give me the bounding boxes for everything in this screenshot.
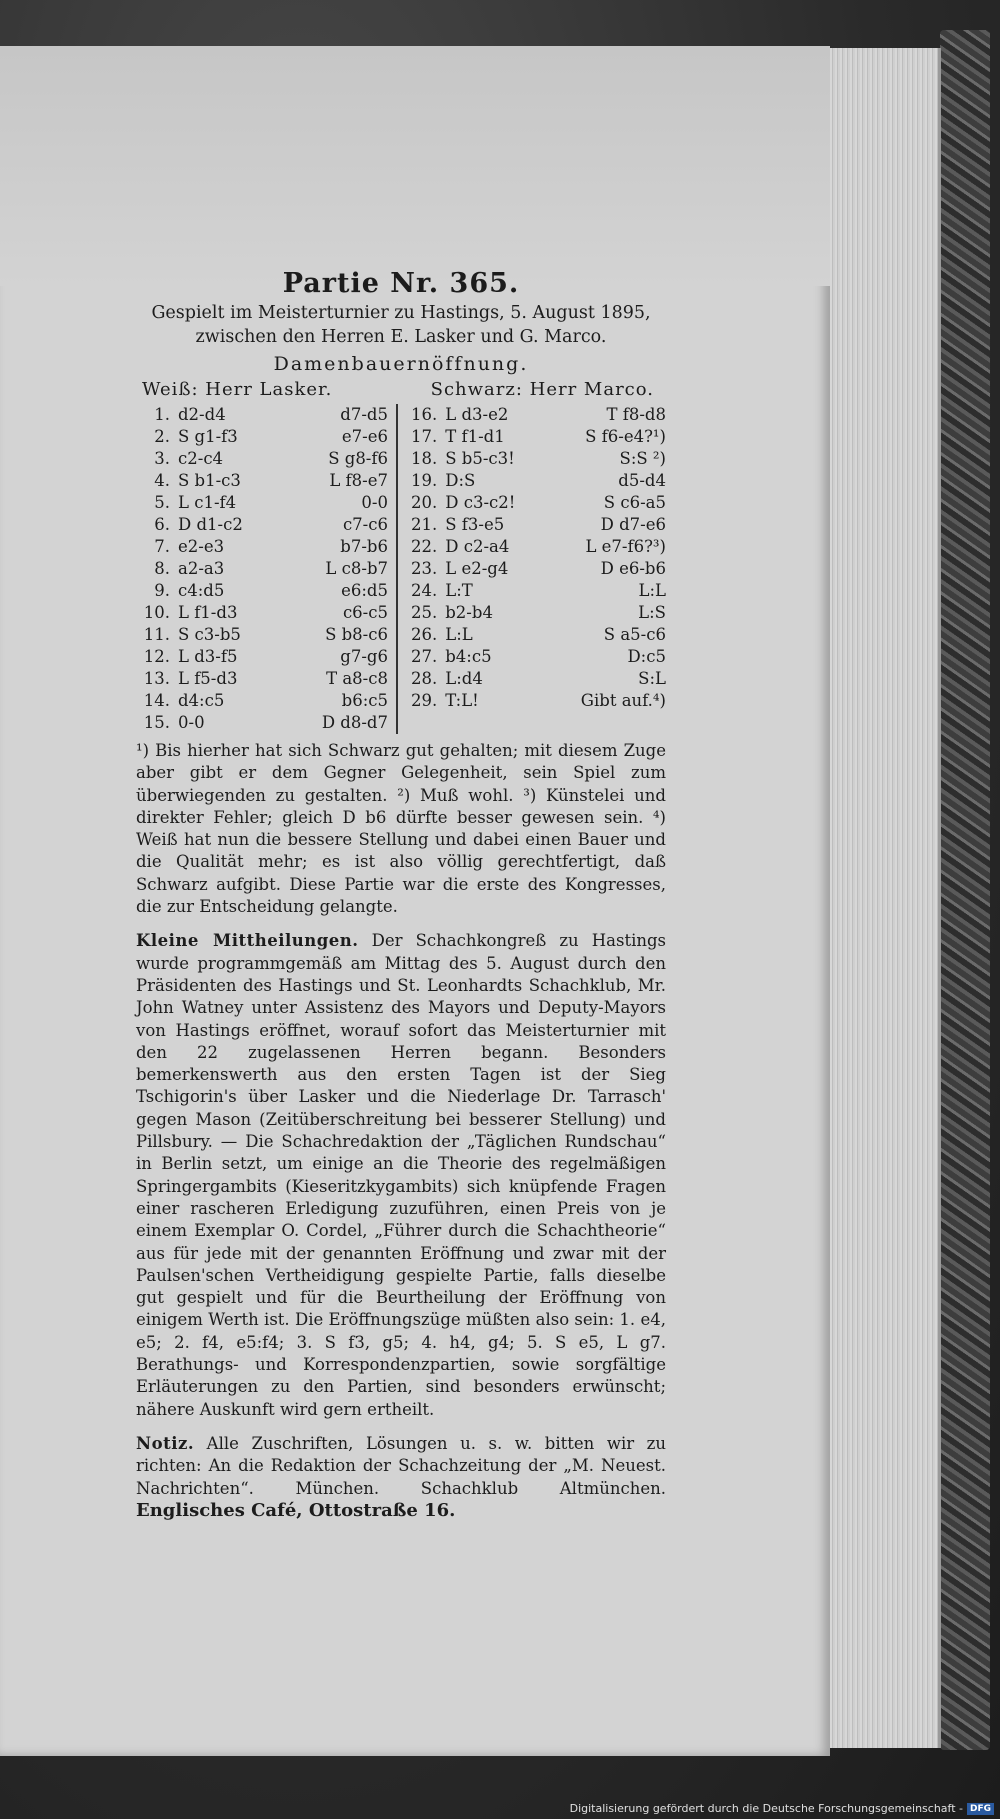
move-number: 18.: [411, 449, 438, 468]
move-row: [136, 404, 390, 426]
notice-heading: Notiz.: [136, 1433, 195, 1453]
opening-name: Damenbauernöffnung.: [273, 353, 529, 375]
news-section: [136, 930, 666, 1421]
move-row: [406, 558, 666, 580]
white-move: c2-c4: [178, 449, 224, 468]
move-number: 12.: [143, 647, 170, 666]
black-player: Schwarz: Herr Marco.: [430, 379, 654, 400]
black-move: L:L: [638, 581, 666, 600]
game-title: Partie Nr. 365.: [282, 268, 520, 299]
move-number: 21.: [411, 515, 438, 534]
white-move: S c3-b5: [178, 625, 241, 644]
white-move: e2-e3: [178, 537, 225, 556]
move-row: [136, 712, 390, 734]
white-move: L c1-f4: [178, 493, 237, 512]
book-cover-edge: [940, 30, 990, 1750]
black-move: S f6-e4?¹): [585, 427, 666, 446]
move-number: 20.: [411, 493, 438, 512]
move-row: [136, 426, 390, 448]
move-number: 15.: [143, 713, 170, 732]
white-move: b2-b4: [445, 603, 493, 622]
move-number: 19.: [411, 471, 438, 490]
move-row: [136, 624, 390, 646]
black-move: c7-c6: [342, 515, 388, 534]
white-move: d4:c5: [178, 691, 225, 710]
white-move: L d3-f5: [178, 647, 238, 666]
black-move: g7-g6: [340, 647, 388, 666]
black-move: D e6-b6: [600, 559, 666, 578]
black-move: e7-e6: [341, 427, 388, 446]
white-move: c4:d5: [178, 581, 225, 600]
game-notes: [136, 740, 666, 918]
move-number: 22.: [411, 537, 438, 556]
white-move: L:T: [445, 581, 473, 600]
move-number: 13.: [143, 669, 170, 688]
move-row: [406, 624, 666, 646]
move-number: 26.: [411, 625, 438, 644]
game-subtitle-line2: zwischen den Herren E. Lasker und G. Marco.: [195, 327, 607, 347]
black-move: d7-d5: [340, 405, 388, 424]
move-row: [406, 492, 666, 514]
move-row: [136, 448, 390, 470]
move-number: 11.: [143, 625, 170, 644]
move-number: 28.: [411, 669, 438, 688]
move-number: 4.: [154, 471, 170, 490]
notes-text: ¹) Bis hierher hat sich Schwarz gut gehalten; mit diesem Zuge aber gibt er dem Gegner Gelegenheit, sein Spiel zum überwiegenden zu gestalten. ²) Muß wohl. ³) Künstelei und direkter Fehler; gleich D b6 dürfte besser gewesen sein. ⁴) Weiß hat nun die bessere Stellung und dabei einen Bauer und die Qualität mehr; es ist also völlig gerechtfertigt, daß Schwarz aufgibt. Diese Partie war die erste des Kongresses, die zur Entscheidung gelangte.: [136, 741, 666, 917]
move-row: [136, 536, 390, 558]
notice-address: Englisches Café, Ottostraße 16.: [136, 1499, 456, 1521]
black-move: T a8-c8: [326, 669, 388, 688]
black-move: Gibt auf.⁴): [580, 691, 666, 710]
news-heading: Kleine Mittheilungen.: [136, 931, 359, 951]
white-move: d2-d4: [178, 405, 226, 424]
black-move: S:L: [638, 669, 666, 688]
move-number: 10.: [143, 603, 170, 622]
moves-right-column: [398, 404, 666, 734]
black-move: b7-b6: [340, 537, 388, 556]
move-row: [406, 646, 666, 668]
move-row: [406, 470, 666, 492]
white-move: D c2-a4: [445, 537, 510, 556]
dfg-logo: DFG: [967, 1803, 994, 1815]
digitization-footer: [570, 1802, 994, 1815]
moves-table: [136, 404, 666, 734]
white-player: Weiß: Herr Lasker.: [142, 379, 333, 400]
move-number: 1.: [154, 405, 170, 424]
page-stack-edge: [820, 48, 941, 1748]
game-subtitle-line1: Gespielt im Meisterturnier zu Hastings, 5. August 1895,: [151, 303, 651, 323]
players-row: [136, 379, 666, 400]
white-move: b4:c5: [445, 647, 492, 666]
move-row: [406, 668, 666, 690]
black-move: D d7-e6: [600, 515, 666, 534]
move-number: 17.: [411, 427, 438, 446]
move-row: [136, 492, 390, 514]
white-move: D:S: [445, 471, 476, 490]
black-move: c6-c5: [342, 603, 388, 622]
move-row: [406, 690, 666, 712]
black-move: T f8-d8: [606, 405, 666, 424]
move-row: [406, 426, 666, 448]
notice-section: [136, 1433, 666, 1522]
move-row: [136, 602, 390, 624]
move-row: [136, 690, 390, 712]
black-move: S b8-c6: [325, 625, 388, 644]
move-row: [136, 580, 390, 602]
white-move: S b1-c3: [178, 471, 241, 490]
move-number: 25.: [411, 603, 438, 622]
black-move: 0-0: [361, 493, 388, 512]
page-content: [136, 268, 666, 1522]
white-move: D c3-c2!: [445, 493, 516, 512]
black-move: b6:c5: [341, 691, 388, 710]
move-row: [406, 536, 666, 558]
white-move: a2-a3: [178, 559, 225, 578]
move-number: 29.: [411, 691, 438, 710]
black-move: L:S: [638, 603, 666, 622]
move-number: 14.: [143, 691, 170, 710]
black-move: D d8-d7: [321, 713, 388, 732]
move-row: [136, 470, 390, 492]
white-move: T f1-d1: [445, 427, 505, 446]
black-move: L f8-e7: [329, 471, 388, 490]
footer-text: Digitalisierung gefördert durch die Deutsche Forschungsgemeinschaft -: [569, 1802, 963, 1815]
black-move: e6:d5: [341, 581, 388, 600]
white-move: L:L: [445, 625, 473, 644]
move-number: 6.: [154, 515, 170, 534]
black-move: L e7-f6?³): [585, 537, 666, 556]
black-move: S:S ²): [619, 449, 666, 468]
move-row: [136, 558, 390, 580]
move-row: [136, 668, 390, 690]
white-move: S b5-c3!: [445, 449, 515, 468]
move-number: 8.: [154, 559, 170, 578]
move-row: [406, 580, 666, 602]
move-number: 23.: [411, 559, 438, 578]
move-number: 5.: [154, 493, 170, 512]
white-move: L d3-e2: [445, 405, 509, 424]
white-move: S f3-e5: [445, 515, 505, 534]
move-number: 24.: [411, 581, 438, 600]
black-move: S a5-c6: [603, 625, 666, 644]
white-move: S g1-f3: [178, 427, 238, 446]
white-move: D d1-c2: [178, 515, 243, 534]
move-number: 27.: [411, 647, 438, 666]
move-row: [136, 514, 390, 536]
moves-left-column: [136, 404, 398, 734]
black-move: S g8-f6: [328, 449, 388, 468]
move-number: 7.: [154, 537, 170, 556]
move-number: 16.: [411, 405, 438, 424]
move-row: [406, 448, 666, 470]
black-move: L c8-b7: [325, 559, 388, 578]
black-move: d5-d4: [618, 471, 666, 490]
move-row: [136, 646, 390, 668]
black-move: D:c5: [627, 647, 666, 666]
white-move: 0-0: [178, 713, 205, 732]
white-move: L e2-g4: [445, 559, 509, 578]
white-move: L f5-d3: [178, 669, 238, 688]
move-row: [406, 602, 666, 624]
move-row: [406, 514, 666, 536]
move-number: 3.: [154, 449, 170, 468]
move-number: 2.: [154, 427, 170, 446]
white-move: L f1-d3: [178, 603, 238, 622]
notice-body: Alle Zuschriften, Lösungen u. s. w. bitten wir zu richten: An die Redaktion der Schachzeitung der „M. Neuest. Nachrichten“. München. Schachklub Altmünchen.: [136, 1433, 666, 1498]
move-number: 9.: [154, 581, 170, 600]
white-move: L:d4: [445, 669, 483, 688]
black-move: S c6-a5: [603, 493, 666, 512]
move-row: [406, 404, 666, 426]
white-move: T:L!: [445, 691, 479, 710]
news-body: Der Schachkongreß zu Hastings wurde programmgemäß am Mittag des 5. August durch den Präsidenten des Hastings und St. Leonhardts Schachklub, Mr. John Watney unter Assistenz des Mayors und Deputy-Mayors von Hastings eröffnet, worauf sofort das Meisterturnier mit den 22 zugelassenen Herren begann. Besonders bemerkenswerth aus den ersten Tagen ist der Sieg Tschigorin's über Lasker und die Niederlage Dr. Tarrasch' gegen Mason (Zeitüberschreitung bei besserer Stellung) und Pillsbury. — Die Schachredaktion der „Täglichen Rundschau“ in Berlin setzt, um einige an die Theorie des regelmäßigen Springergambits (Kieseritzkygambits) sich knüpfende Fragen einer rascheren Erledigung zuzuführen, einen Preis von je einem Exemplar O. Cordel, „Führer durch die Schachtheorie“ aus für jede mit der genannten Eröffnung und zwar mit der Paulsen'schen Vertheidigung gespielte Partie, falls dieselbe gut gespielt und für die Beurtheilung der Eröffnung von einigem Werth ist. Die Eröffnungszüge müßten also sein: 1. e4, e5; 2. f4, e5:f4; 3. S f3, g5; 4. h4, g4; 5. S e5, L g7. Berathungs- und Korrespondenzpartien, sowie sorgfältige Erläuterungen zu den Partien, sind besonders erwünscht; nähere Auskunft wird gern ertheilt.: [136, 931, 667, 1419]
